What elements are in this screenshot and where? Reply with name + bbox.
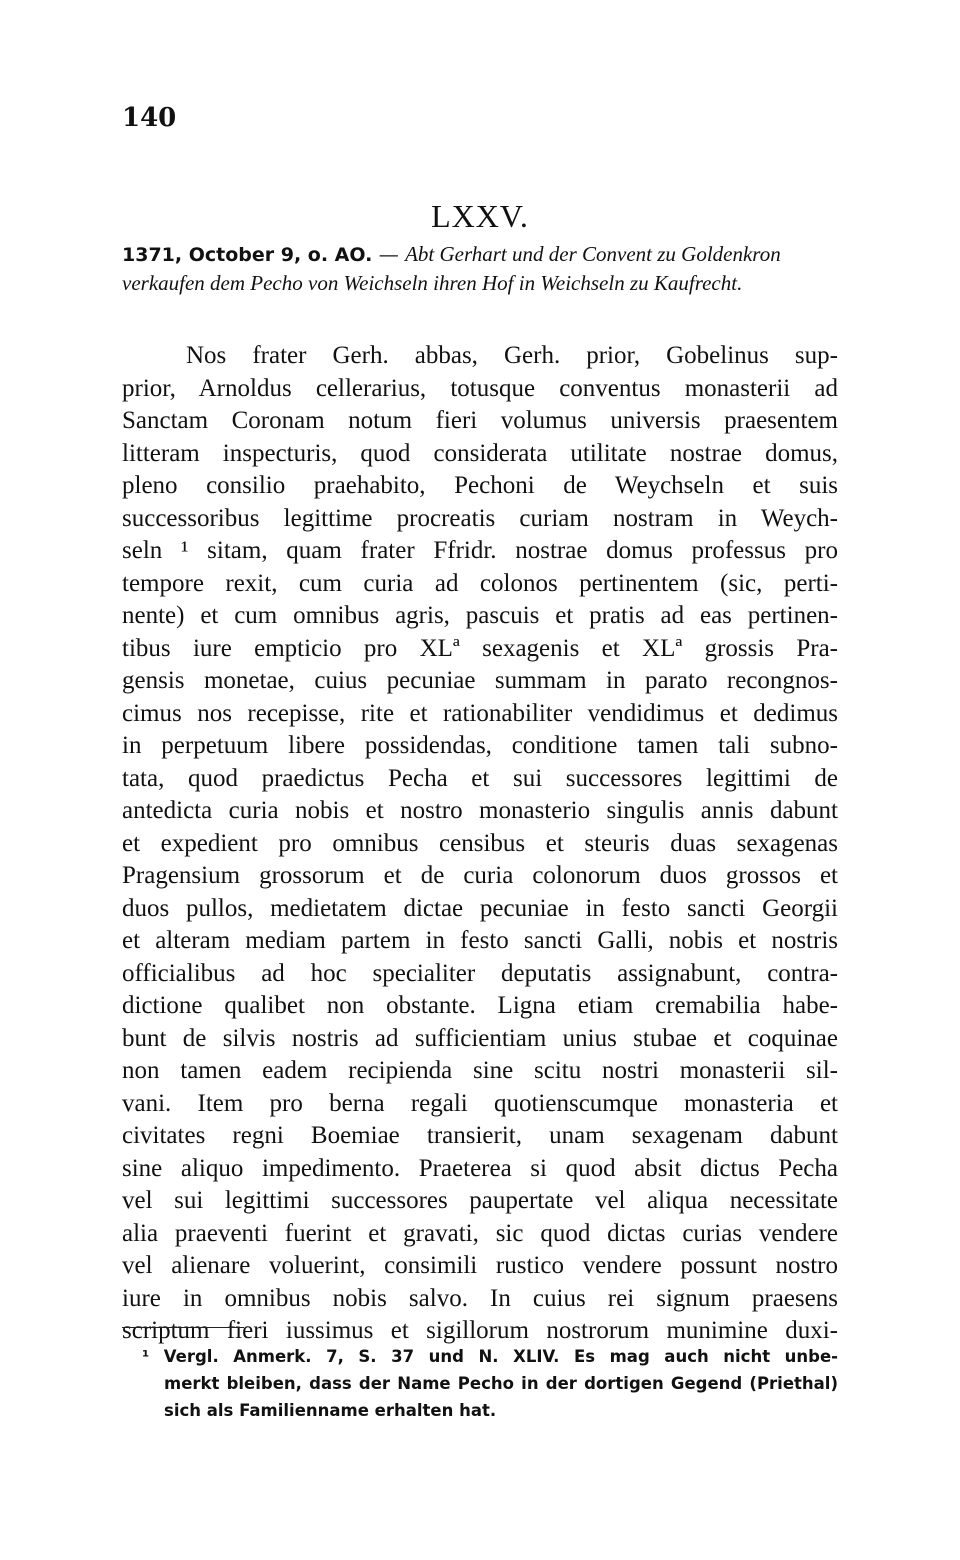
text-line: duos pullos, medietatem dictae pecuniae in festo sancti Georgii [122,894,838,922]
heading-regest: Abt Gerhart und der Convent zu Goldenkron verkaufen dem Pecho von Weichseln ihren Hof in Weichseln zu Kaufrecht. [122,242,781,295]
text-line: prior, Arnoldus cellerarius, totusque conventus monasterii ad [122,374,838,402]
text-line: antedicta curia nobis et nostro monasterio singulis annis dabunt [122,797,838,824]
text-line: in perpetuum libere possidendas, conditione tamen tali subno- [122,732,838,759]
text-line: non tamen eadem recipienda sine scitu nostri monasterii sil- [122,1057,838,1084]
text-line: seln ¹ sitam, quam frater Ffridr. nostrae domus professus pro [122,537,838,564]
text-line: Pragensium grossorum et de curia colonorum duos grossos et [122,862,838,889]
text-line: iure in omnibus nobis salvo. In cuius rei signum praesens [122,1284,838,1312]
text-line: officialibus ad hoc specialiter deputatis assignabunt, contra- [122,959,838,987]
text-line: scriptum fieri iussimus et sigillorum nostrorum munimine duxi- [122,1317,838,1344]
text-line: vel alienare voluerint, consimili rustico vendere possunt nostro [122,1252,838,1279]
text-line: vel sui legittimi successores paupertate vel aliqua necessitate [122,1187,838,1214]
heading-date: 1371, October 9, o. AO. [122,244,373,266]
heading-dash: — [372,242,406,266]
text-line: cimus nos recepisse, rite et rationabiliter vendidimus et dedimus [122,699,838,727]
text-line: et alteram mediam partem in festo sancti Galli, nobis et nostris [122,927,838,954]
footnote-line: ¹ Vergl. Anmerk. 7, S. 37 und N. XLIV. Es mag auch nicht unbe- [142,1347,838,1366]
footnote-line: merkt bleiben, dass der Name Pecho in der dortigen Gegend (Priethal) [164,1374,838,1393]
text-line: tempore rexit, cum curia ad colonos pertinentem (sic, perti- [122,569,838,597]
footnote-line: sich als Familienname erhalten hat. [164,1401,497,1420]
charter-text [122,340,838,1348]
text-line: gensis monetae, cuius pecuniae summam in parato recongnos- [122,667,838,694]
text-line: litteram inspecturis, quod considerata utilitate nostrae domus, [122,439,838,467]
document-number: LXXV. [431,198,529,234]
text-line: et expedient pro omnibus censibus et steuris duas sexagenas [122,829,838,857]
text-line: tata, quod praedictus Pecha et sui successores legittimi de [122,764,838,792]
text-line: alia praeventi fuerint et gravati, sic quod dictas curias vendere [122,1219,838,1247]
page-number: 140 [122,103,177,133]
footnote-divider [122,1327,244,1328]
text-line: Nos frater Gerh. abbas, Gerh. prior, Gobelinus sup- [186,342,838,369]
text-line: nente) et cum omnibus agris, pascuis et pratis ad eas pertinen- [122,602,838,629]
text-line: successoribus legittime procreatis curiam nostram in Weych- [122,504,838,532]
text-line: sine aliquo impedimento. Praeterea si quod absit dictus Pecha [122,1154,838,1182]
footnote [142,1343,838,1424]
document-heading [122,240,838,297]
text-line: civitates regni Boemiae transierit, unam sexagenam dabunt [122,1122,838,1149]
text-line: pleno consilio praehabito, Pechoni de Weychseln et suis [122,472,838,499]
text-line: Sanctam Coronam notum fieri volumus universis praesentem [122,407,838,434]
text-line: dictione qualibet non obstante. Ligna etiam cremabilia habe- [122,992,838,1019]
text-line: vani. Item pro berna regali quotienscumque monasteria et [122,1089,838,1117]
text-line: tibus iure empticio pro XLª sexagenis et XLª grossis Pra- [122,634,838,662]
text-line: bunt de silvis nostris ad sufficientiam unius stubae et coquinae [122,1024,838,1052]
